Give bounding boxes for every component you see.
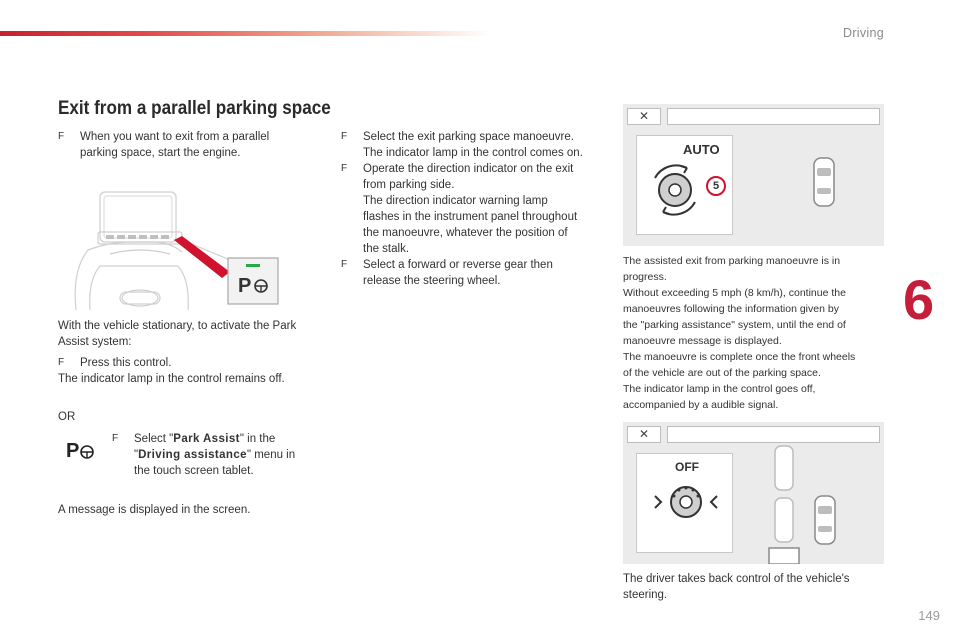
off-label: OFF xyxy=(675,460,699,474)
step-direction-indicator xyxy=(341,161,611,259)
screen-off-panel xyxy=(623,422,884,564)
bullet-icon: F xyxy=(58,357,65,368)
text-line: the manoeuvre, whatever the position of xyxy=(363,227,568,239)
page-title: Exit from a parallel parking space xyxy=(58,98,331,119)
car-top-icon xyxy=(811,156,837,208)
bullet-icon: F xyxy=(341,131,348,142)
text-line: parking space, start the engine. xyxy=(80,147,241,159)
close-icon[interactable]: ✕ xyxy=(627,108,661,125)
text-line: Assist system: xyxy=(58,336,132,348)
page-number: 149 xyxy=(918,608,940,623)
text-line: When you want to exit from a parallel xyxy=(80,131,270,143)
text-line: The driver takes back control of the vehicle's xyxy=(623,573,850,585)
text-line: progress. xyxy=(623,271,667,283)
text-line: accompanied by a audible signal. xyxy=(623,399,779,411)
text-line: the stalk. xyxy=(363,243,410,255)
step-select-manoeuvre xyxy=(341,129,611,163)
text-line: The indicator lamp in the control goes off, xyxy=(623,383,816,395)
step-select-menu xyxy=(112,431,312,481)
text-line: of the vehicle are out of the parking space. xyxy=(623,367,821,379)
text-line: manoeuvres following the information given by xyxy=(623,303,839,315)
text-line: steering. xyxy=(623,589,668,601)
text-line: Select the exit parking space manoeuvre. xyxy=(363,131,574,143)
step-start-engine xyxy=(58,129,328,163)
text-line: The indicator lamp in the control remains off. xyxy=(58,373,285,385)
text-line: the "parking assistance" system, until the end of xyxy=(623,319,846,331)
text-line: Select "Park Assist" in the xyxy=(134,433,276,445)
off-mode-box xyxy=(636,453,733,553)
assisted-exit-text xyxy=(623,253,893,413)
svg-text:P: P xyxy=(66,440,80,461)
text-line: The manoeuvre is complete once the front wheels xyxy=(623,351,856,363)
text-line: The direction indicator warning lamp xyxy=(363,195,548,207)
dashboard-illustration xyxy=(70,180,290,315)
text-line: Operate the direction indicator on the exit xyxy=(363,163,574,175)
screen-auto-panel xyxy=(623,104,884,246)
screen-header-field xyxy=(667,108,880,125)
text-line: The assisted exit from parking manoeuvre is in xyxy=(623,255,841,267)
text-line: Without exceeding 5 mph (8 km/h), continue the xyxy=(623,287,846,299)
bullet-icon: F xyxy=(58,131,65,142)
header-accent-bar xyxy=(0,31,490,36)
svg-text:P: P xyxy=(238,275,252,297)
stationary-text xyxy=(58,318,328,350)
text-line: Select a forward or reverse gear then xyxy=(363,259,553,271)
auto-mode-box xyxy=(636,135,733,235)
text-line: manoeuvre message is displayed. xyxy=(623,335,782,347)
text-line: the touch screen tablet. xyxy=(134,465,254,477)
parking-scene-icon xyxy=(763,444,843,564)
driver-control-text xyxy=(623,571,893,603)
text-line: from parking side. xyxy=(363,179,455,191)
bullet-icon: F xyxy=(341,259,348,270)
bullet-icon: F xyxy=(112,433,119,444)
close-icon[interactable]: ✕ xyxy=(627,426,661,443)
section-title: Driving xyxy=(843,26,884,40)
step-press-control xyxy=(58,355,328,389)
chapter-number: 6 xyxy=(903,268,935,331)
text-line: The indicator lamp in the control comes on. xyxy=(363,147,583,159)
step-select-gear xyxy=(341,257,611,291)
text-line: With the vehicle stationary, to activate the Park xyxy=(58,320,297,332)
steering-wheel-icon xyxy=(653,482,719,522)
auto-label: AUTO xyxy=(683,142,720,157)
text-line: Press this control. xyxy=(80,357,172,369)
bullet-icon: F xyxy=(341,163,348,174)
text-line: release the steering wheel. xyxy=(363,275,501,287)
park-assist-icon xyxy=(66,437,98,461)
text-line: "Driving assistance" menu in xyxy=(134,449,296,461)
screen-header-field xyxy=(667,426,880,443)
text-line: flashes in the instrument panel throughout xyxy=(363,211,578,223)
message-text: A message is displayed in the screen. xyxy=(58,504,251,516)
or-label: OR xyxy=(58,411,76,423)
steering-wheel-icon xyxy=(647,160,707,220)
speed-badge: 5 xyxy=(706,176,726,196)
